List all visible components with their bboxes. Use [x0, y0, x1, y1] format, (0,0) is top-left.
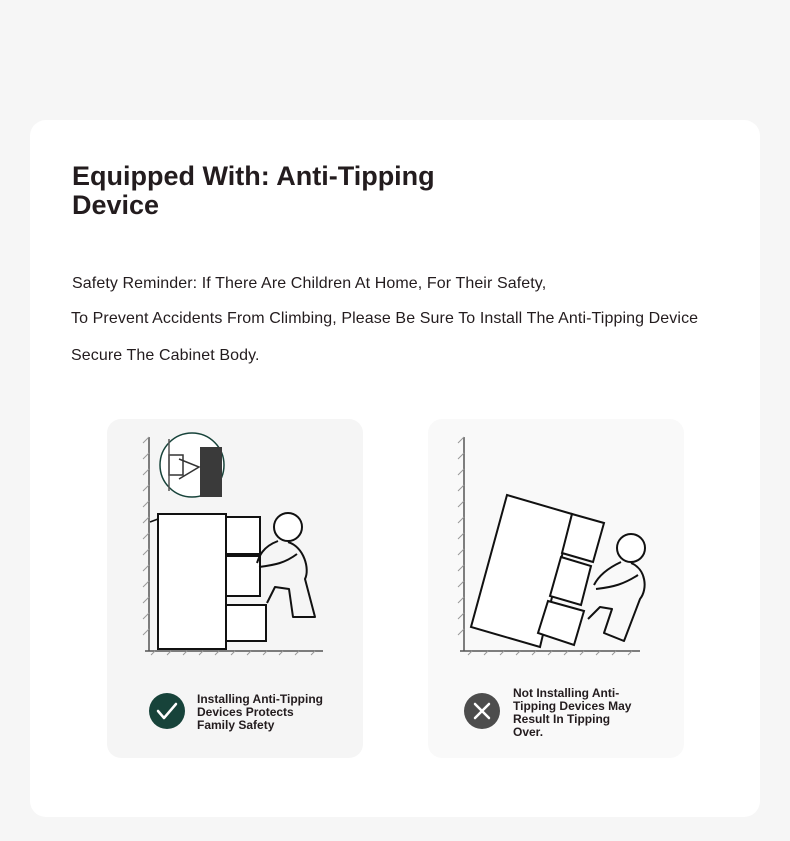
safety-reminder-line-2: To Prevent Accidents From Climbing, Please Be Sure To Install The Anti-Tipping Device — [71, 310, 699, 327]
check-icon — [149, 693, 185, 729]
not-installed-caption: Not Installing Anti-Tipping Devices May Result In Tipping Over. — [513, 686, 632, 739]
not-installed-panel — [428, 419, 684, 758]
safety-reminder-line-1: Safety Reminder: If There Are Children At Home, For Their Safety, — [72, 275, 547, 292]
tipping-cabinet-illustration — [428, 419, 684, 669]
content-card — [30, 120, 760, 817]
installed-panel — [107, 419, 363, 758]
page-title: Equipped With: Anti-Tipping Device — [72, 161, 435, 220]
secured-cabinet-illustration — [107, 419, 363, 669]
cross-icon — [464, 693, 500, 729]
installed-caption: Installing Anti-Tipping Devices Protects Family Safety — [197, 692, 323, 732]
safety-reminder-line-3: Secure The Cabinet Body. — [71, 347, 260, 364]
